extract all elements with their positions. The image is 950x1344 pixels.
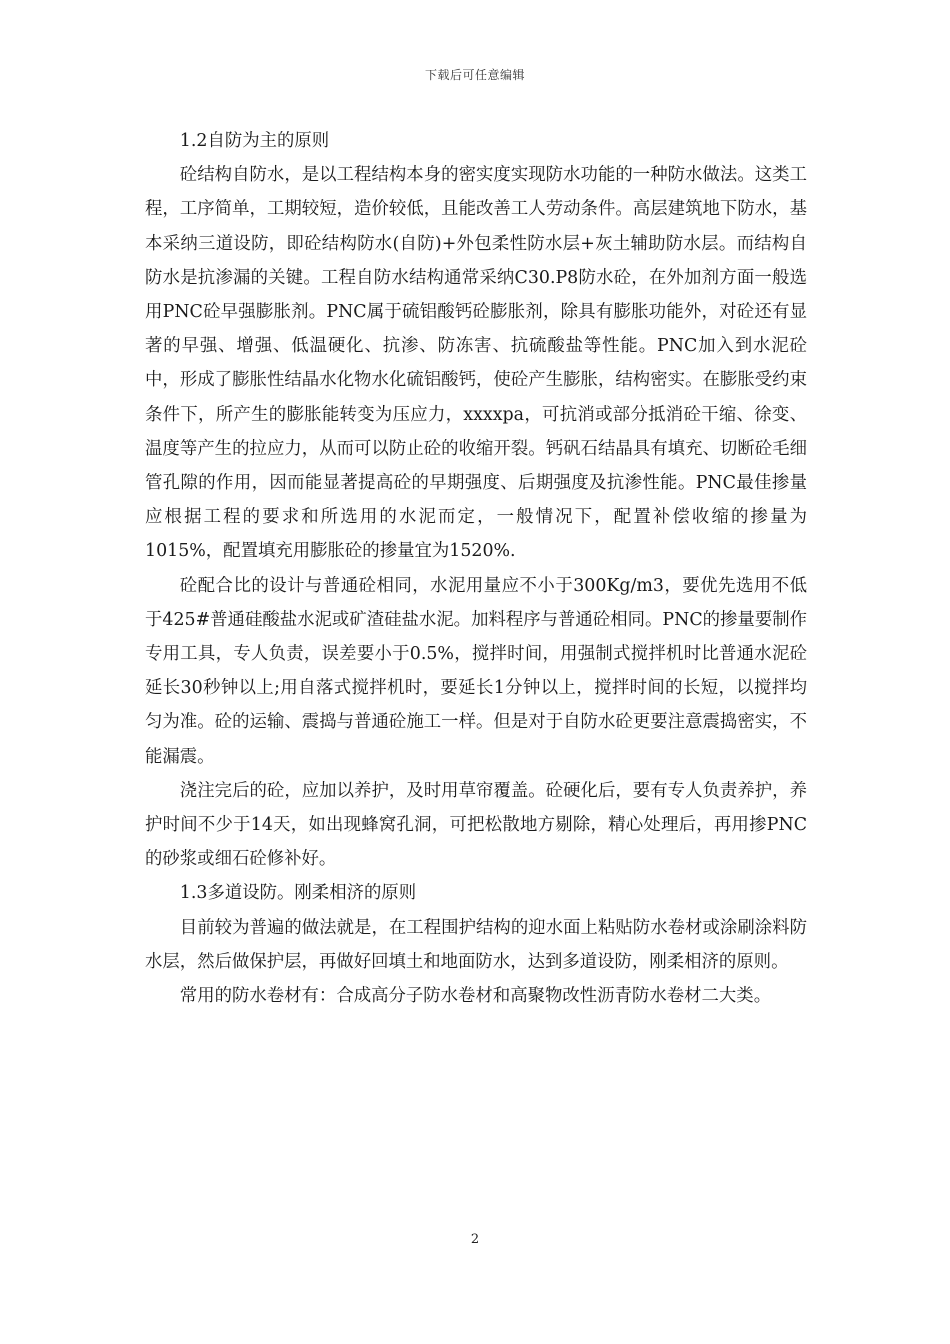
body-text: [145, 124, 807, 1013]
section-heading-1-3: 1.3多道设防。刚柔相济的原则: [179, 883, 417, 904]
paragraph-2: 砼配合比的设计与普通砼相同，水泥用量应不小于300Kg/m3，要优先选用不低于425#普通硅酸盐水泥或矿渣硅盐水泥。加料程序与普通砼相同。PNC的掺量要制作专用工具，专人负责，误差要小于0.5%，搅拌时间，用强制式搅拌机时比普通水泥砼延长30秒钟以上;用自落式搅拌机时，要延长1分钟以上，搅拌时间的长短，以搅拌均匀为准。砼的运输、震捣与普通砼施工一样。但是对于自防水砼更要注意震捣密实，不能漏震。: [145, 575, 807, 767]
page-header: 下载后可任意编辑: [424, 68, 525, 82]
section-heading-1-2: 1.2自防为主的原则: [179, 131, 330, 151]
paragraph-5: 常用的防水卷材有：合成高分子防水卷材和高聚物改性沥青防水卷材二大类。: [179, 986, 772, 1007]
paragraph-1: 砼结构自防水，是以工程结构本身的密实度实现防水功能的一种防水做法。这类工程，工序简单，工期较短，造价较低，且能改善工人劳动条件。高层建筑地下防水，基本采纳三道设防，即砼结构防水(自防)+外包柔性防水层+灰土辅助防水层。而结构自防水是抗渗漏的关键。工程自防水结构通常采纳C30.P8防水砼，在外加剂方面一般选用PNC砼早强膨胀剂。PNC属于硫铝酸钙砼膨胀剂，除具有膨胀功能外，对砼还有显著的早强、增强、低温硬化、抗渗、防冻害、抗硫酸盐等性能。PNC加入到水泥砼中，形成了膨胀性结晶水化物水化硫铝酸钙，使砼产生膨胀，结构密实。在膨胀受约束条件下，所产生的膨胀能转变为压应力，xxxxpa，可抗消或部分抵消砼干缩、徐变、温度等产生的拉应力，从而可以防止砼的收缩开裂。钙矾石结晶具有填充、切断砼毛细管孔隙的作用，因而能显著提高砼的早期强度、后期强度及抗渗性能。PNC最佳掺量应根据工程的要求和所选用的水泥而定，一般情况下，配置补偿收缩的掺量为1015%，配置填充用膨胀砼的掺量宜为1520%.: [145, 165, 807, 562]
page-number: 2: [470, 1232, 480, 1247]
paragraph-3: 浇注完后的砼，应加以养护，及时用草帘覆盖。砼硬化后，要有专人负责养护，养护时间不少于14天，如出现蜂窝孔洞，可把松散地方剔除，精心处理后，再用掺PNC的砂浆或细石砼修补好。: [145, 780, 807, 870]
paragraph-4: 目前较为普遍的做法就是，在工程围护结构的迎水面上粘贴防水卷材或涂刷涂料防水层，然后做保护层，再做好回填土和地面防水，达到多道设防，刚柔相济的原则。: [145, 917, 807, 972]
